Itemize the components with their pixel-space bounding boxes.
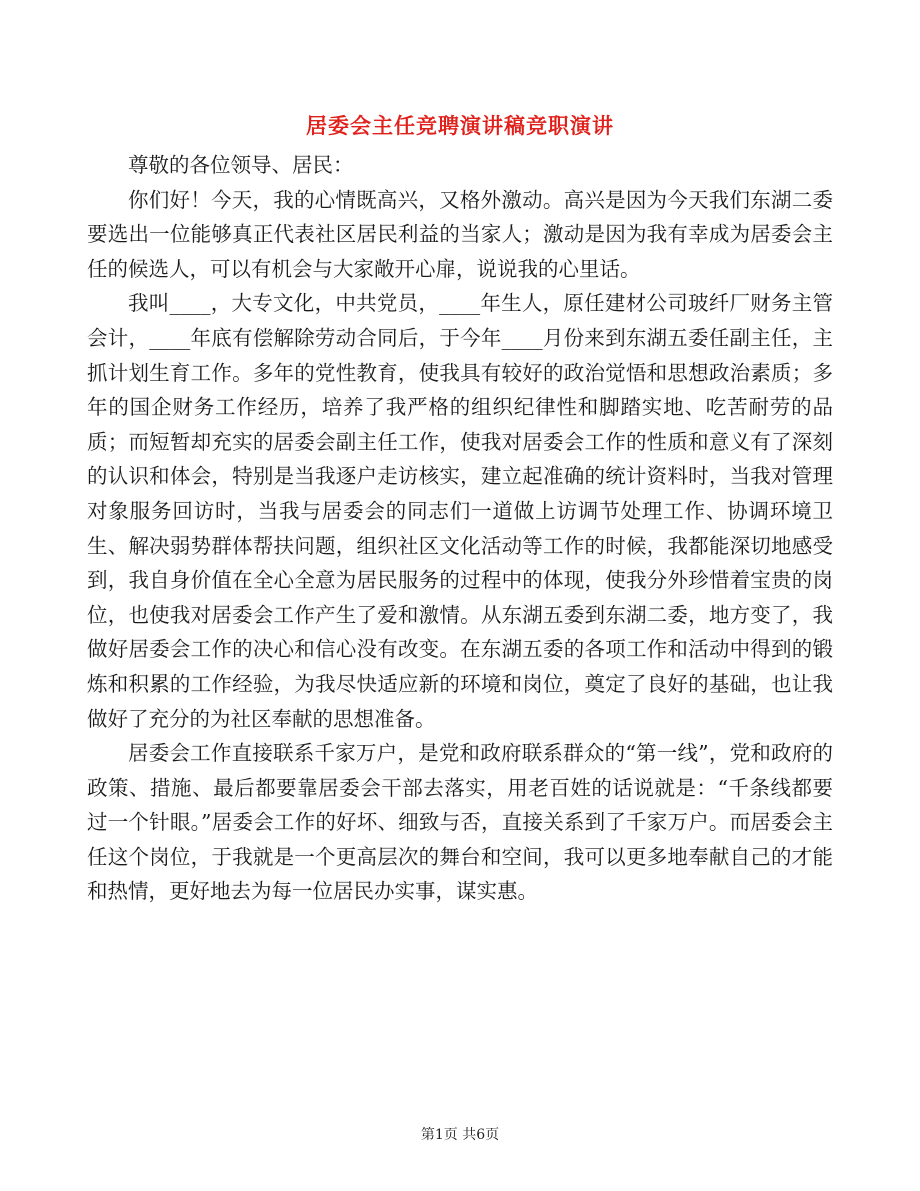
document-body (87, 148, 833, 909)
paragraph-greeting: 你们好！今天，我的心情既高兴，又格外激动。高兴是因为今天我们东湖二委要选出一位能够真正代表社区居民利益的当家人；激动是因为我有幸成为居委会主任的候选人，可以有机会与大家敞开心扉，说说我的心里话。 (87, 187, 833, 281)
paragraph-role: 居委会工作直接联系千家万户，是党和政府联系群众的“第一线”，党和政府的政策、措施、最后都要靠居委会干部去落实，用老百姓的话说就是：“千条线都要过一个针眼。”居委会工作的好坏、细致与否，直接关系到了千家万户。而居委会主任这个岗位，于我就是一个更高层次的舞台和空间，我可以更多地奉献自己的才能和热情，更好地去为每一位居民办实事，谋实惠。 (87, 741, 833, 904)
document-title: 居委会主任竞聘演讲稿竞职演讲 (306, 113, 614, 138)
paragraph-background: 我叫____，大专文化，中共党员，____年生人，原任建材公司玻纤厂财务主管会计，____年底有偿解除劳动合同后，于今年____月份来到东湖五委任副主任，主抓计划生育工作。多年的党性教育，使我具有较好的政治觉悟和思想政治素质；多年的国企财务工作经历，培养了我严格的组织纪律性和脚踏实地、吃苦耐劳的品质；而短暂却充实的居委会副主任工作，使我对居委会工作的性质和意义有了深刻的认识和体会，特别是当我逐户走访核实，建立起准确的统计资料时，当我对管理对象服务回访时，当我与居委会的同志们一道做上访调节处理工作、协调环境卫生、解决弱势群体帮扶问题，组织社区文化活动等工作的时候，我都能深切地感受到，我自身价值在全心全意为居民服务的过程中的体现，使我分外珍惜着宝贵的岗位，也使我对居委会工作产生了爱和激情。从东湖五委到东湖二委，地方变了，我做好居委会工作的决心和信心没有改变。在东湖五委的各项工作和活动中得到的锻炼和积累的工作经验，为我尽快适应新的环境和岗位，奠定了良好的基础，也让我做好了充分的为社区奉献的思想准备。 (87, 291, 833, 731)
salutation: 尊敬的各位领导、居民： (128, 153, 354, 177)
page-number-footer: 第1页 共6页 (420, 1127, 500, 1143)
